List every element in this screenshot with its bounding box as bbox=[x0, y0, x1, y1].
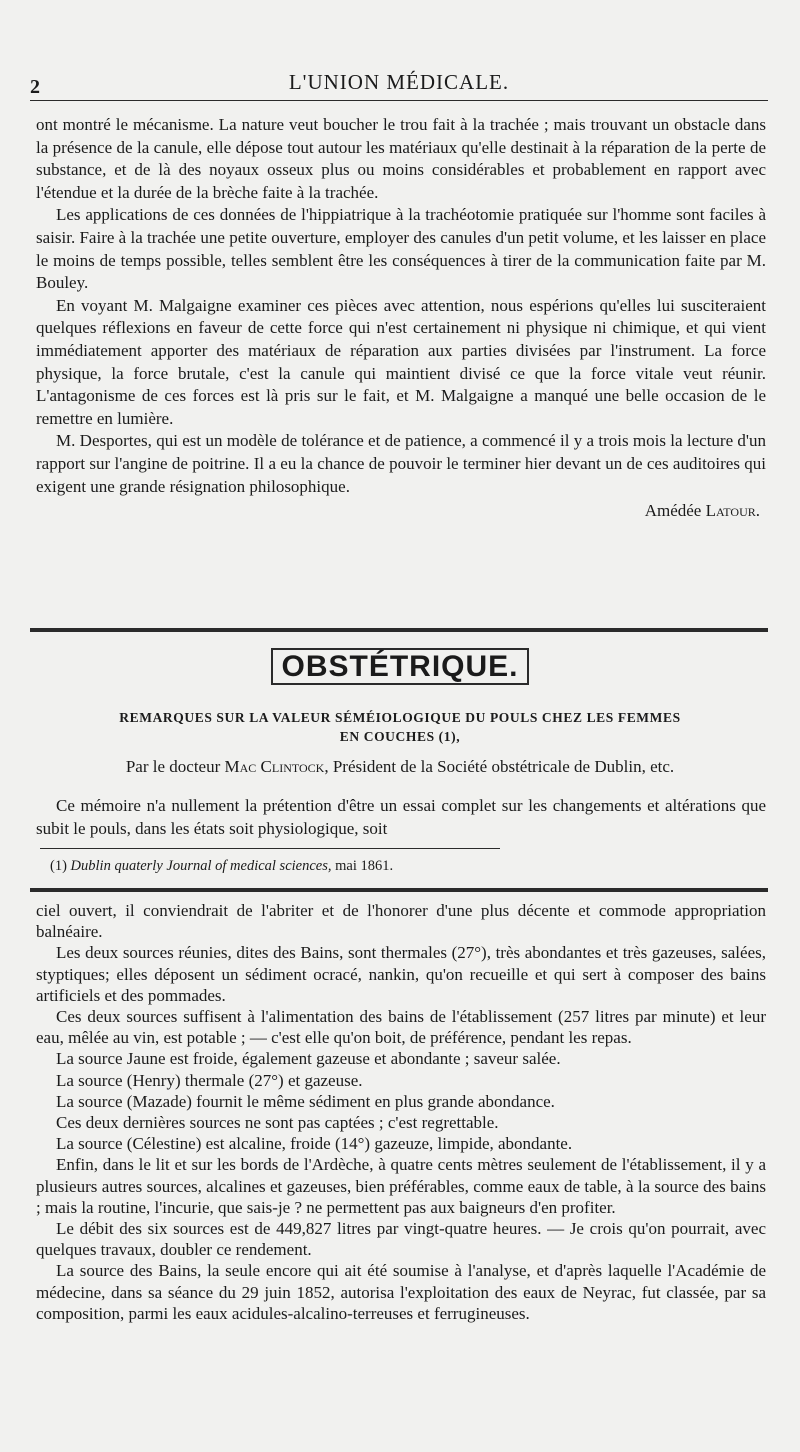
footnote-rule bbox=[40, 848, 500, 849]
signature-last-name: Latour. bbox=[705, 501, 760, 521]
feuilleton-paragraph: Enfin, dans le lit et sur les bords de l'Ardèche, à quatre cents mètres seulement de l'établissement, il y a plusieurs autres sources, alcalines et gazeuses, bien préférables, comme eaux de table, à la source des bains ; mais la routine, l'incurie, que sais-je ? ne permettent pas aux baigneurs d'en profiter. bbox=[36, 1155, 766, 1217]
footnote bbox=[50, 858, 760, 875]
feuilleton bbox=[36, 900, 766, 1324]
feuilleton-paragraph: La source Jaune est froide, également gazeuse et abondante ; saveur salée. bbox=[56, 1049, 561, 1069]
feuilleton-paragraph: Ces deux sources suffisent à l'alimentation des bains de l'établissement (257 litres par minute) et leur eau, mêlée au vin, est potable ; — c'est elle qu'on boit, de préférence, pendant les repas. bbox=[36, 1007, 766, 1048]
signature-first-name: Amédée bbox=[644, 501, 702, 521]
feuilleton-separator bbox=[30, 888, 768, 892]
feuilleton-paragraph: La source (Célestine) est alcaline, froide (14°) gazeuze, limpide, abondante. bbox=[56, 1134, 573, 1154]
paragraph-3: En voyant M. Malgaigne examiner ces pièces avec attention, nous espérions qu'elles lui susciteraient quelques réflexions en faveur de cette force qui n'est certainement ni physique ni chimique, et qui vient immédiatement apporter des matériaux de réparation aux parties divisées par l'instrument. La force physique, la force brutale, c'est la canule qui maintient divisé ce que la force vitale veut réunir. L'antagonisme de ces forces est là pris sur le fait, et M. Malgaigne a manqué une belle occasion de le remettre en lumière. bbox=[36, 295, 766, 428]
signature bbox=[36, 500, 766, 523]
article-body bbox=[36, 795, 766, 840]
article-title-line-1: REMARQUES SUR LA VALEUR SÉMÉIOLOGIQUE DU POULS CHEZ LES FEMMES bbox=[119, 710, 681, 725]
article-body-text: Ce mémoire n'a nullement la prétention d'être un essai complet sur les changements et altérations que subit le pouls, dans les états soit physiologique, soit bbox=[36, 796, 766, 838]
paragraph-2: Les applications de ces données de l'hippiatrique à la trachéotomie pratiquée sur l'homme sont faciles à saisir. Faire à la trachée une petite ouverture, employer des canules d'un petit volume, et les laisser en place le moins de temps possible, telles semblent être les conséquences à tirer de la communication faite par M. Bouley. bbox=[36, 205, 766, 293]
feuilleton-paragraph: Ces deux dernières sources ne sont pas captées ; c'est regrettable. bbox=[56, 1113, 499, 1133]
top-article bbox=[36, 114, 766, 523]
feuilleton-paragraph: La source (Mazade) fournit le même sédiment en plus grande abondance. bbox=[56, 1091, 555, 1111]
section-separator bbox=[30, 628, 768, 632]
feuilleton-paragraph: La source des Bains, la seule encore qui ait été soumise à l'analyse, et d'après laquelle l'Académie de médecine, dans sa séance du 29 juin 1852, autorisa l'exploitation des eaux de Neyrac, fut classée, par sa composition, parmi les eaux acidules-alcalino-terreuses et ferrugineuses. bbox=[36, 1261, 766, 1323]
article-title bbox=[40, 708, 760, 746]
byline-author: Mac Clintock, bbox=[224, 757, 329, 776]
paragraph-1: ont montré le mécanisme. La nature veut boucher le trou fait à la trachée ; mais trouvant un obstacle dans la présence de la canule, elle dépose tout autour les matériaux qu'elle destinait à la réparation de la perte de substance, et de là des noyaux osseux plus ou moins considérables et probablement en rapport avec l'étendue et la durée de la brèche faite à la trachée. bbox=[36, 115, 766, 202]
article-title-line-2: EN COUCHES bbox=[339, 729, 435, 744]
feuilleton-paragraph: Les deux sources réunies, dites des Bains, sont thermales (27°), très abondantes et très gazeuses, salées, styptiques; elles déposent un sédiment ocracé, nankin, qu'on recueille et qui sert à composer des bains artificiels et des pommades. bbox=[36, 943, 766, 1005]
footnote-marker: (1) bbox=[50, 858, 67, 874]
feuilleton-paragraph: ciel ouvert, il conviendrait de l'abriter et de l'honorer d'une plus décente et commode appropriation balnéaire. bbox=[36, 901, 766, 942]
byline-prefix: Par le docteur bbox=[125, 757, 221, 776]
header-rule bbox=[30, 100, 768, 101]
article-byline bbox=[40, 757, 760, 777]
paragraph-4: M. Desportes, qui est un modèle de tolérance et de patience, a commencé il y a trois mois la lecture d'un rapport sur l'angine de poitrine. Il a eu la chance de pouvoir le terminer hier devant un de ces auditoires qui exigent une grande résignation philosophique. bbox=[36, 431, 766, 496]
section-heading-text: OBSTÉTRIQUE. bbox=[271, 648, 528, 685]
page-number: 2 bbox=[30, 76, 40, 98]
section-heading bbox=[0, 650, 800, 684]
feuilleton-paragraph: La source (Henry) thermale (27°) et gazeuse. bbox=[56, 1070, 363, 1090]
footnote-source: Dublin quaterly Journal of medical sciences, bbox=[70, 858, 332, 874]
article-title-note: (1), bbox=[438, 729, 461, 744]
byline-suffix: Président de la Société obstétricale de Dublin, etc. bbox=[332, 757, 675, 776]
page-header bbox=[30, 68, 768, 98]
footnote-date: mai 1861. bbox=[335, 858, 394, 874]
journal-title: L'UNION MÉDICALE. bbox=[288, 70, 510, 94]
feuilleton-paragraph: Le débit des six sources est de 449,827 litres par vingt-quatre heures. — Je crois qu'on pourrait, avec quelques travaux, doubler ce rendement. bbox=[36, 1219, 766, 1260]
